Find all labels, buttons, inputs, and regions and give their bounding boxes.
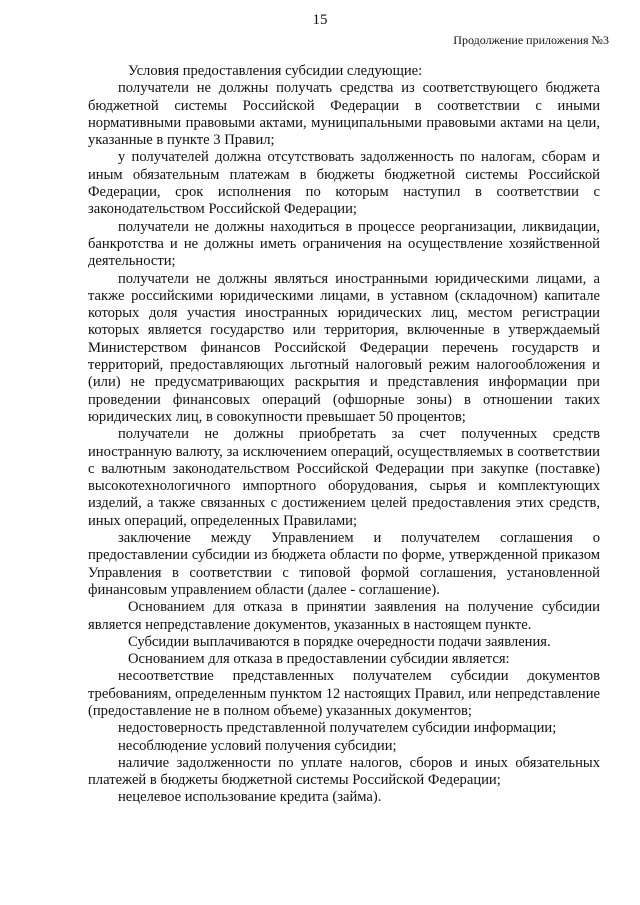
paragraph-condition-no-other-funds: получатели не должны получать средства из соответствующего бюджета бюджетной системы Российской Федерации в соответствии с иными нормативными правовыми актами, муниципальными правовыми актами на цели, указанные в пункте 3 Правил; bbox=[88, 80, 600, 149]
paragraph-condition-agreement: заключение между Управлением и получателем соглашения о предоставлении субсидии из бюджета области по форме, утвержденной приказом Управления в соответствии с типовой формой соглашения, установленной финансовым управлением области (далее - соглашение). bbox=[88, 530, 600, 598]
document-body bbox=[88, 63, 600, 807]
paragraph-condition-no-foreign-currency: получатели не должны приобретать за счет полученных средств иностранную валюту, за исключением операций, осуществляемых в соответствии с валютным законодательством Российской Федерации при закупке (поставке) высокотехнологичного импортного оборудования, сырья и комплектующих изделий, а также связанных с достижением целей предоставления этих средств, иных операций, определенных Правилами; bbox=[88, 426, 600, 529]
paragraph-payment-order: Субсидии выплачиваются в порядке очередности подачи заявления. bbox=[128, 633, 551, 650]
paragraph-conditions-intro: Условия предоставления субсидии следующие: bbox=[128, 63, 423, 79]
paragraph-refusal-acceptance: Основанием для отказа в принятии заявления на получение субсидии является непредставление документов, указанных в настоящем пункте. bbox=[88, 599, 600, 633]
paragraph-ground-conditions-violation: несоблюдение условий получения субсидии; bbox=[118, 737, 397, 754]
paragraph-condition-no-tax-debt: у получателей должна отсутствовать задолженность по налогам, сборам и иным обязательным платежам в бюджеты бюджетной системы Российской Федерации, срок исполнения по которым наступил в соответствии с законодательством Российской Федерации; bbox=[88, 149, 600, 218]
appendix-continuation-note: Продолжение приложения №3 bbox=[453, 33, 609, 47]
paragraph-ground-noncompliance: несоответствие представленных получателем субсидии документов требованиям, определенным пунктом 12 настоящих Правил, или непредставление (предоставление не в полном объеме) указанных документов; bbox=[88, 668, 600, 719]
page-number: 15 bbox=[312, 12, 328, 28]
paragraph-condition-no-reorganization: получатели не должны находиться в процессе реорганизации, ликвидации, банкротства и не должны иметь ограничения на осуществление хозяйственной деятельности; bbox=[88, 218, 600, 270]
paragraph-ground-tax-debt: наличие задолженности по уплате налогов, сборов и иных обязательных платежей в бюджеты бюджетной системы Российской Федерации; bbox=[88, 754, 600, 789]
paragraph-ground-false-info: недостоверность представленной получателем субсидии информации; bbox=[118, 720, 557, 737]
paragraph-ground-misuse-credit: нецелевое использование кредита (займа). bbox=[118, 789, 382, 806]
paragraph-refusal-grounds-intro: Основанием для отказа в предоставлении субсидии является: bbox=[128, 651, 510, 668]
paragraph-condition-no-foreign-entities: получатели не должны являться иностранными юридическими лицами, а также российскими юридическими лицами, в уставном (складочном) капитале которых доля участия иностранных юридических лиц, местом регистрации которых является государство или территория, включенные в утверждаемый Министерством финансов Российской Федерации перечень государств и территорий, предоставляющих льготный налоговый режим налогообложения и (или) не предусматривающих раскрытия и представления информации при проведении финансовых операций (офшорные зоны) в отношении таких юридических лиц, в совокупности превышает 50 процентов; bbox=[88, 270, 600, 425]
